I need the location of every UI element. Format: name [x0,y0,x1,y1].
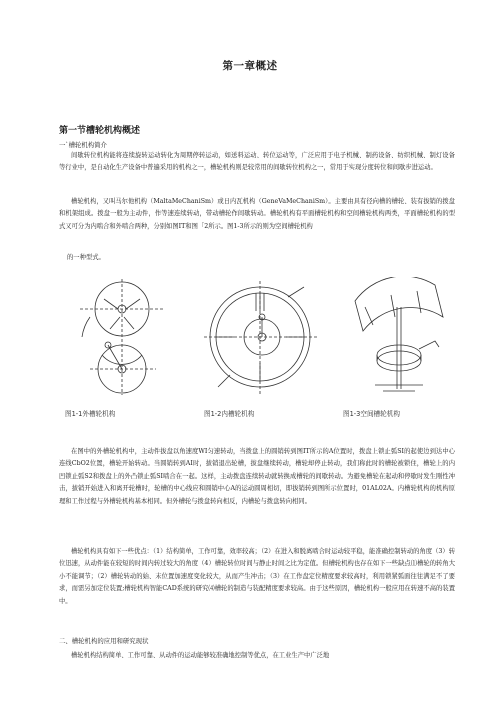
spatial-geneva-figure [335,277,460,402]
figure-caption-1: 图1-1外槽轮机构 [65,410,116,418]
subsection-heading-intro: 一`槽轮机构简介 [59,141,107,149]
figure-caption-2: 图1-2内槽轮机构 [204,410,255,418]
subsection-heading-applications: 二、槽轮机构的应用和研究现状 [59,637,149,645]
external-geneva-figure [60,277,180,402]
paragraph-pros-cons: 槽轮机构具有如下一些优点：（1）结构简单，工作可靠，效率较高；（2）在进入和脱离啮合时运动较平稳，能准确控制转动的角度（3）转位迅速，从动件能在较短的时间内转过较大的角度（4）槽轮转位时间与静止时间之比为定值。但槽轮机构也存在如下一些缺点⑴槽轮的转角大小不能调节；（2）槽轮转动的始、末位置加速度变化较大，从而产生冲击；（3）在工作盘定位精度要求较高时，利用锁紧弧面往往满足不了要求，而需另加定位装置;槽轮机构智能CAD系统的研究⑷槽轮的制造与装配精度要求较高。由于这些原因，槽轮机构一般应用在转速不高的装置中。 [59,548,455,605]
internal-geneva-figure [200,277,325,402]
paragraph-intro: 间歇转位机构能将连续旋转运动转化为周期停转运动，如送料运动、转位运动等，广泛应用于电子机械、制药设备、纺织机械、制灯设备等行业中，是自动化生产设备中普遍采用的机构之一，槽轮机构则是较常用的间歇转位机构之一，常用于实现分度转位和间歇步进运动。 [59,152,455,172]
chapter-title: 第一章概述 [222,60,278,72]
paragraph-mechanism-types-tail: 的一种型式。 [67,254,105,261]
paragraph-working-principle: 在图中的外槽轮机构中，主动件拔盘以角速度WI匀速转动，当拨盘上的圆销转到图IT所示的A位置时，拨盘上锁止弧SI的起使边到达中心连线CbO2位置，槽轮开始转动。当圆销转到AI时，拔销退出轮槽，拔盘继续转动，槽轮却停止转动，我们称此时的槽轮被锁住，槽轮上的内凹锁止弧S2和拨盘上的外凸锁止弧SI啮合在一起。这样，主动拨盘连续转动就转换成槽轮的间歇转动。为避免槽轮在起动和停歇时发生刚性冲击，拔销开始进入和离开轮槽时，轮槽的中心线应和圆销中心A的运动圆周相切，即拔销转到图所示位置时，01AL02A。内槽轮机构的机构原理和工作过程与外槽轮机构基本相同。但外槽轮与拨盘转向相反，内槽轮与拨盘转向相同。 [59,448,455,505]
paragraph-applications: 槽轮机构结构简单、工作可靠、从动件的运动能够较准确地控制等优点，在工业生产中广泛地 [71,652,330,659]
paragraph-mechanism-types: 槽轮机构，又叫马尔他机构（MaltaMeChaniSm）或日内瓦机构（GeneVaMeChaniSm）。主要由具有径向槽的槽轮、装有拔销的拨盘和机架组成。拨盘一般为主动件，作等速连续转动，带动槽轮作间歇转动。槽轮机构有平面槽轮机构和空间槽轮机构两类，平面槽轮机构的型式又可分为内啮合和外啮合两种，分别如图IT和图「2所示。图1-3所示的则为空间槽轮机构 [59,198,455,230]
figure-row [55,277,460,402]
figure-caption-3: 图1-3空间槽轮机构 [343,410,400,418]
section-title: 第一节槽轮机构概述 [59,126,141,136]
